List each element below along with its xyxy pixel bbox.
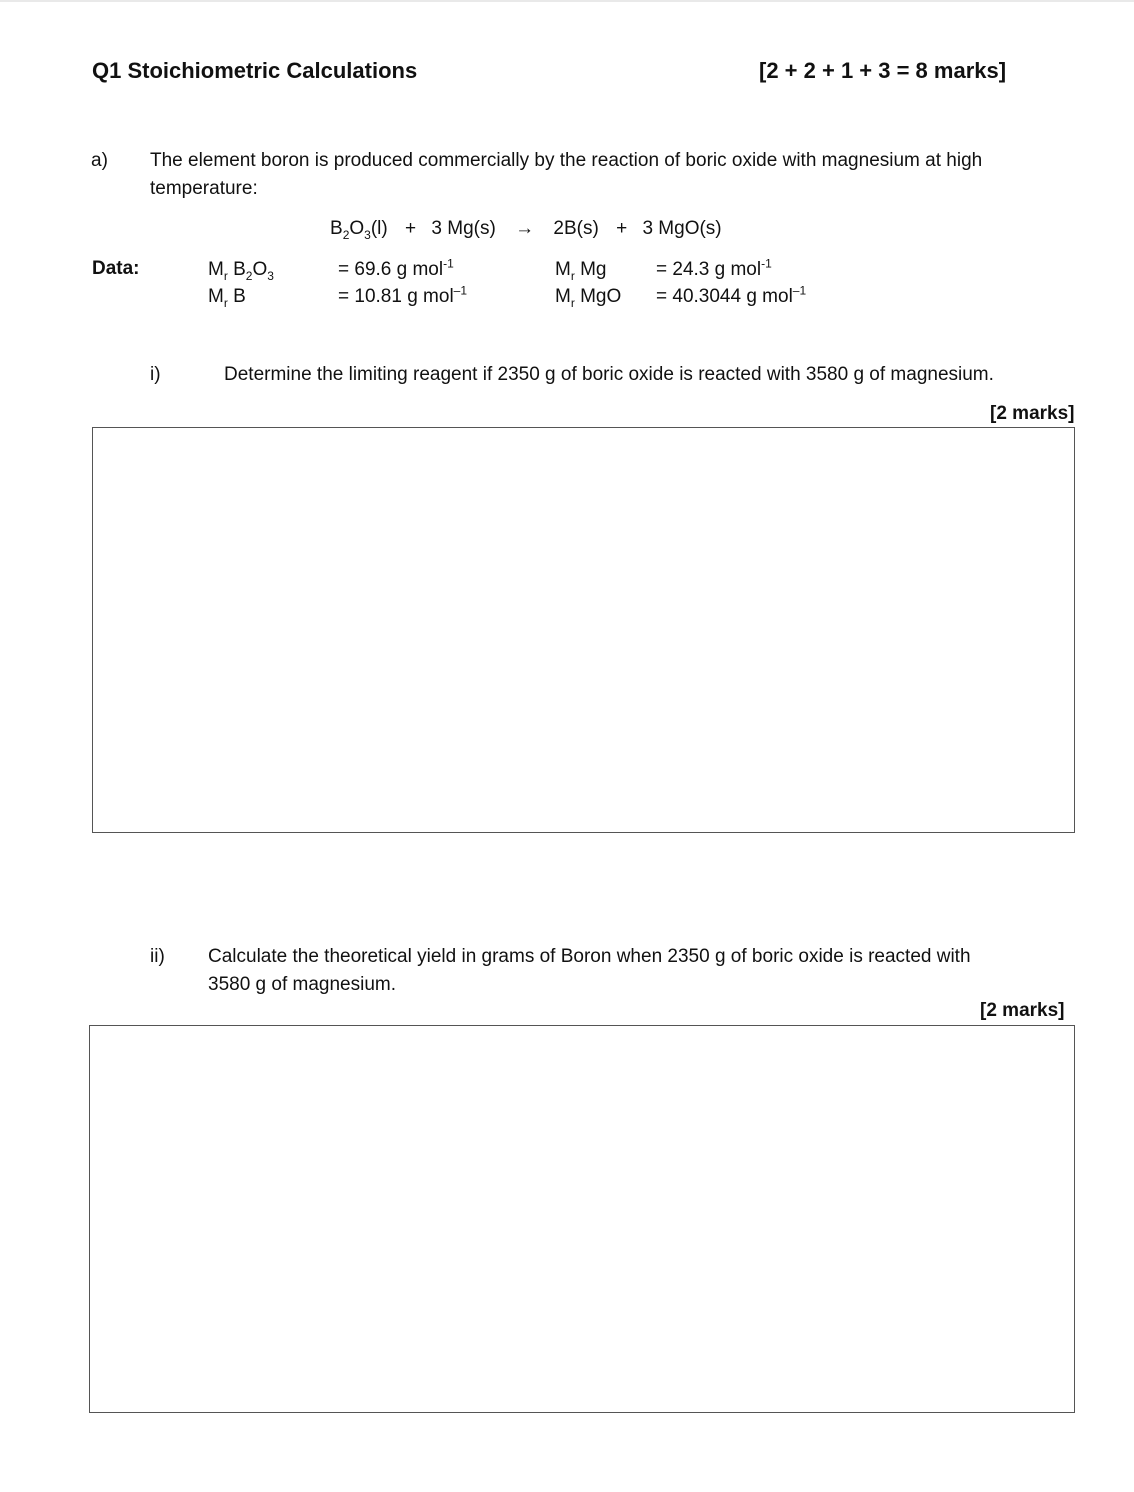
answer-box-ii[interactable] bbox=[89, 1025, 1075, 1413]
page-top-edge bbox=[0, 0, 1134, 2]
reaction-equation bbox=[330, 215, 722, 243]
mr-boron-value: = 10.81 g mol$^{-1}$ bbox=[338, 283, 468, 307]
question-i-marks: [2 marks] bbox=[990, 403, 1075, 424]
question-ii-text-line2: 3580 g of magnesium. bbox=[208, 974, 397, 995]
mr-boric-oxide-name: $M_r$ $B_2O_3$ bbox=[208, 259, 274, 283]
mr-boron-name: $M_r$ B bbox=[208, 286, 246, 310]
question-i-label: i) bbox=[150, 364, 161, 385]
data-label: Data: bbox=[92, 258, 140, 279]
question-ii-marks: [2 marks] bbox=[980, 1000, 1065, 1021]
answer-box-i[interactable] bbox=[92, 427, 1075, 833]
question-ii-label: ii) bbox=[150, 946, 165, 967]
mr-magnesium-oxide-value: = 40.3044 g mol$^{-1}$ bbox=[656, 283, 807, 307]
question-i-text: Determine the limiting reagent if 2350 g of boric oxide is reacted with 3580 g of magnesium. bbox=[224, 364, 994, 385]
reactant-magnesium: 3 Mg(s) bbox=[431, 218, 496, 239]
product-magnesium-oxide: 3 MgO(s) bbox=[642, 218, 722, 239]
plus-sign: + bbox=[616, 218, 628, 239]
mr-magnesium-name: $M_r$ Mg bbox=[555, 259, 607, 283]
mr-magnesium-value: = 24.3 g mol$^{-1}$ bbox=[656, 256, 772, 280]
part-a-label: a) bbox=[91, 150, 108, 171]
product-boron: 2B(s) bbox=[553, 218, 599, 239]
part-a-intro-line1: The element boron is produced commercially by the reaction of boric oxide with magnesium at high bbox=[150, 150, 983, 171]
reaction-arrow: → bbox=[515, 218, 535, 239]
mr-magnesium-oxide-name: $M_r$ MgO bbox=[555, 286, 622, 310]
mr-boric-oxide-value: = 69.6 g mol$^{-1}$ bbox=[338, 256, 454, 280]
total-marks: [2 + 2 + 1 + 3 = 8 marks] bbox=[759, 58, 1007, 83]
plus-sign: + bbox=[405, 218, 417, 239]
question-title: Q1 Stoichiometric Calculations bbox=[92, 58, 418, 83]
part-a-intro-line2: temperature: bbox=[150, 178, 258, 199]
reactant-boric-oxide: $B_2O_3(l)$ bbox=[330, 218, 388, 242]
question-ii-text-line1: Calculate the theoretical yield in grams of Boron when 2350 g of boric oxide is reacted with bbox=[208, 946, 971, 967]
